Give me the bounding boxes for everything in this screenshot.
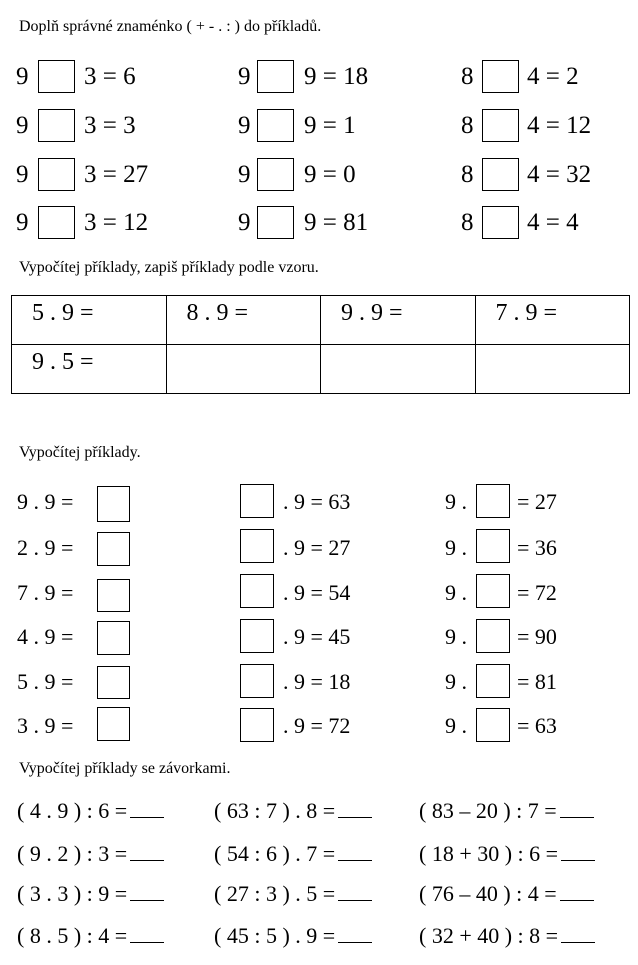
answer-box[interactable] (97, 579, 130, 612)
table-row (12, 296, 630, 345)
paren-expression (214, 921, 372, 951)
paren-expression (17, 839, 164, 869)
expression: 4 . 9 = (17, 624, 74, 649)
answer-blank[interactable] (130, 882, 164, 901)
sign-answer-box[interactable] (482, 158, 519, 191)
paren-expression (419, 839, 595, 869)
answer-box[interactable] (97, 532, 130, 566)
expression-prefix: 9 . (445, 713, 467, 738)
expression: . 9 = 18 (283, 669, 351, 694)
expression-rest: 4 = 2 (527, 63, 579, 90)
answer-box[interactable] (240, 484, 274, 518)
paren-expression (17, 879, 164, 909)
first-number: 9 (238, 112, 251, 139)
answer-box[interactable] (240, 664, 274, 698)
answer-box[interactable] (97, 666, 130, 699)
first-number: 8 (461, 112, 474, 139)
sign-answer-box[interactable] (482, 109, 519, 142)
expression-rest: 3 = 27 (84, 161, 149, 188)
instruction-table: Vypočítej příklady, zapiš příklady podle vzoru. (19, 259, 319, 276)
expression-text: ( 8 . 5 ) : 4 = (17, 923, 128, 948)
answer-box[interactable] (476, 484, 510, 518)
expression: 7 . 9 = (17, 580, 74, 605)
paren-expression (17, 796, 164, 826)
answer-box[interactable] (240, 708, 274, 742)
expression: = 81 (517, 669, 557, 694)
table-row (12, 345, 630, 394)
table-cell[interactable] (166, 345, 321, 394)
table-cell[interactable]: 5 . 9 = (12, 296, 167, 345)
table-cell[interactable]: 8 . 9 = (166, 296, 321, 345)
paren-expression (214, 796, 372, 826)
table-cell[interactable] (321, 345, 476, 394)
paren-expression (419, 921, 595, 951)
expression-rest: 4 = 32 (527, 161, 592, 188)
expression: 9 . 9 = (17, 489, 74, 514)
sign-answer-box[interactable] (257, 158, 294, 191)
expression-rest: 4 = 12 (527, 112, 592, 139)
expression-text: ( 27 : 3 ) . 5 = (214, 881, 336, 906)
sign-answer-box[interactable] (482, 60, 519, 93)
expression-prefix: 9 . (445, 535, 467, 560)
table-cell[interactable] (475, 345, 630, 394)
expression: = 90 (517, 624, 557, 649)
answer-box[interactable] (97, 486, 130, 522)
expression-text: ( 9 . 2 ) : 3 = (17, 841, 128, 866)
expression: 5 . 9 = (17, 669, 74, 694)
expression: = 36 (517, 535, 557, 560)
sign-answer-box[interactable] (38, 158, 75, 191)
expression: . 9 = 45 (283, 624, 351, 649)
expression-rest: 9 = 1 (304, 112, 356, 139)
answer-box[interactable] (476, 529, 510, 563)
sign-answer-box[interactable] (38, 206, 75, 239)
answer-blank[interactable] (560, 882, 594, 901)
expression-rest: 3 = 12 (84, 209, 149, 236)
sign-answer-box[interactable] (38, 109, 75, 142)
first-number: 9 (16, 161, 29, 188)
table-cell[interactable]: 9 . 9 = (321, 296, 476, 345)
paren-expression (214, 879, 372, 909)
expression-rest: 3 = 6 (84, 63, 136, 90)
sign-answer-box[interactable] (38, 60, 75, 93)
expression: = 27 (517, 489, 557, 514)
answer-blank[interactable] (130, 842, 164, 861)
first-number: 9 (16, 112, 29, 139)
expression: = 72 (517, 580, 557, 605)
multiplication-table (11, 295, 630, 394)
expression-prefix: 9 . (445, 624, 467, 649)
instruction-calculate: Vypočítej příklady. (19, 444, 141, 461)
paren-expression (17, 921, 164, 951)
answer-box[interactable] (97, 621, 130, 655)
first-number: 8 (461, 161, 474, 188)
expression-text: ( 4 . 9 ) : 6 = (17, 798, 128, 823)
expression-text: ( 3 . 3 ) : 9 = (17, 881, 128, 906)
sign-answer-box[interactable] (257, 206, 294, 239)
expression-text: ( 18 + 30 ) : 6 = (419, 841, 559, 866)
expression-prefix: 9 . (445, 580, 467, 605)
expression: . 9 = 54 (283, 580, 351, 605)
paren-expression (419, 879, 594, 909)
expression-rest: 9 = 81 (304, 209, 369, 236)
first-number: 9 (238, 161, 251, 188)
expression: . 9 = 63 (283, 489, 351, 514)
answer-box[interactable] (240, 619, 274, 653)
answer-box[interactable] (476, 574, 510, 608)
answer-blank[interactable] (130, 799, 164, 818)
expression-text: ( 54 : 6 ) . 7 = (214, 841, 336, 866)
answer-box[interactable] (476, 619, 510, 653)
first-number: 9 (238, 63, 251, 90)
expression-text: ( 45 : 5 ) . 9 = (214, 923, 336, 948)
expression-text: ( 63 : 7 ) . 8 = (214, 798, 336, 823)
answer-box[interactable] (476, 664, 510, 698)
expression-prefix: 9 . (445, 669, 467, 694)
instruction-parentheses: Vypočítej příklady se závorkami. (19, 760, 231, 777)
sign-answer-box[interactable] (257, 109, 294, 142)
instruction-signs: Doplň správné znaménko ( + - . : ) do příkladů. (19, 18, 322, 35)
expression-text: ( 83 – 20 ) : 7 = (419, 798, 557, 823)
expression: 2 . 9 = (17, 535, 74, 560)
answer-blank[interactable] (338, 842, 372, 861)
answer-box[interactable] (97, 707, 130, 741)
expression-rest: 9 = 18 (304, 63, 369, 90)
expression: . 9 = 72 (283, 713, 351, 738)
answer-box[interactable] (240, 574, 274, 608)
paren-expression (419, 796, 594, 826)
answer-blank[interactable] (130, 924, 164, 943)
first-number: 9 (238, 209, 251, 236)
expression-rest: 4 = 4 (527, 209, 579, 236)
answer-blank[interactable] (338, 799, 372, 818)
answer-blank[interactable] (560, 799, 594, 818)
answer-blank[interactable] (561, 842, 595, 861)
table-cell[interactable]: 9 . 5 = (12, 345, 167, 394)
first-number: 8 (461, 209, 474, 236)
expression-rest: 3 = 3 (84, 112, 136, 139)
expression: . 9 = 27 (283, 535, 351, 560)
expression-text: ( 32 + 40 ) : 8 = (419, 923, 559, 948)
answer-blank[interactable] (338, 882, 372, 901)
expression-prefix: 9 . (445, 489, 467, 514)
sign-answer-box[interactable] (257, 60, 294, 93)
expression-text: ( 76 – 40 ) : 4 = (419, 881, 557, 906)
answer-box[interactable] (476, 708, 510, 742)
answer-blank[interactable] (338, 924, 372, 943)
first-number: 9 (16, 209, 29, 236)
expression-rest: 9 = 0 (304, 161, 356, 188)
answer-blank[interactable] (561, 924, 595, 943)
table-cell[interactable]: 7 . 9 = (475, 296, 630, 345)
answer-box[interactable] (240, 529, 274, 563)
first-number: 8 (461, 63, 474, 90)
expression: 3 . 9 = (17, 713, 74, 738)
first-number: 9 (16, 63, 29, 90)
expression: = 63 (517, 713, 557, 738)
paren-expression (214, 839, 372, 869)
sign-answer-box[interactable] (482, 206, 519, 239)
